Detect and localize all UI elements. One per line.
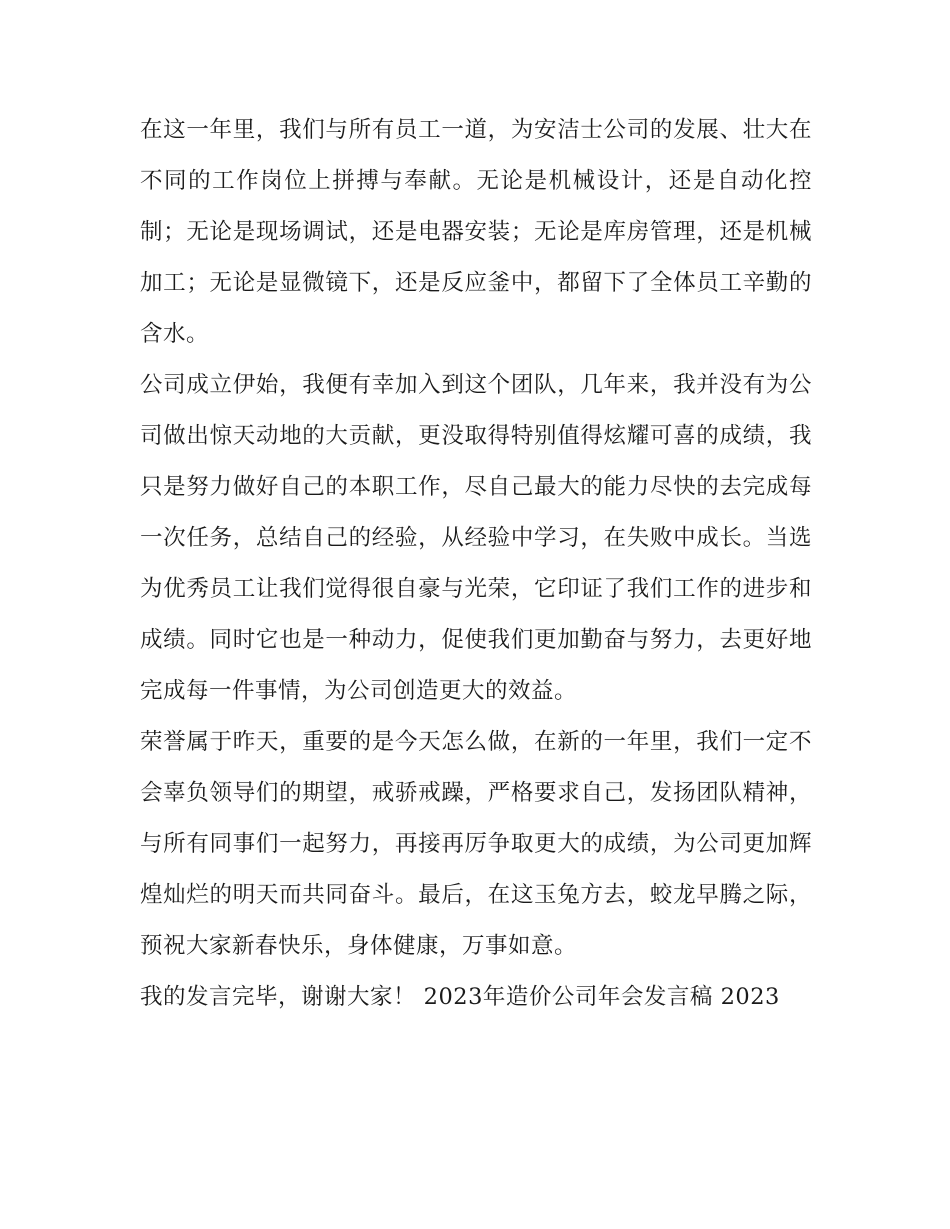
paragraph-2: 公司成立伊始，我便有幸加入到这个团队，几年来，我并没有为公司做出惊天动地的大贡献，更没取得特别值得炫耀可喜的成绩，我只是努力做好自己的本职工作，尽自己最大的能力尽快的去完成每一次任务，总结自己的经验，从经验中学习，在失败中成长。当选为优秀员工让我们觉得很自豪与光荣，它印证了我们工作的进步和成绩。同时它也是一种动力，促使我们更加勤奋与努力，去更好地完成每一件事情，为公司创造更大的效益。 (140, 372, 812, 704)
paragraph-4: 我的发言完毕，谢谢大家！ 2023年造价公司年会发言稿 2023 (140, 984, 780, 1010)
paragraph-3: 荣誉属于昨天，重要的是今天怎么做，在新的一年里，我们一定不会辜负领导们的期望，戒骄戒躁，严格要求自己，发扬团队精神，与所有同事们一起努力，再接再厉争取更大的成绩，为公司更加辉煌灿烂的明天而共同奋斗。最后，在这玉兔方去，蛟龙早腾之际，预祝大家新春快乐，身体健康，万事如意。 (140, 729, 812, 959)
paragraph-1: 在这一年里，我们与所有员工一道，为安洁士公司的发展、壮大在不同的工作岗位上拼搏与奉献。无论是机械设计，还是自动化控制；无论是现场调试，还是电器安装；无论是库房管理，还是机械加工；无论是显微镜下，还是反应釜中，都留下了全体员工辛勤的含水。 (140, 117, 812, 347)
document-page (140, 105, 812, 1023)
